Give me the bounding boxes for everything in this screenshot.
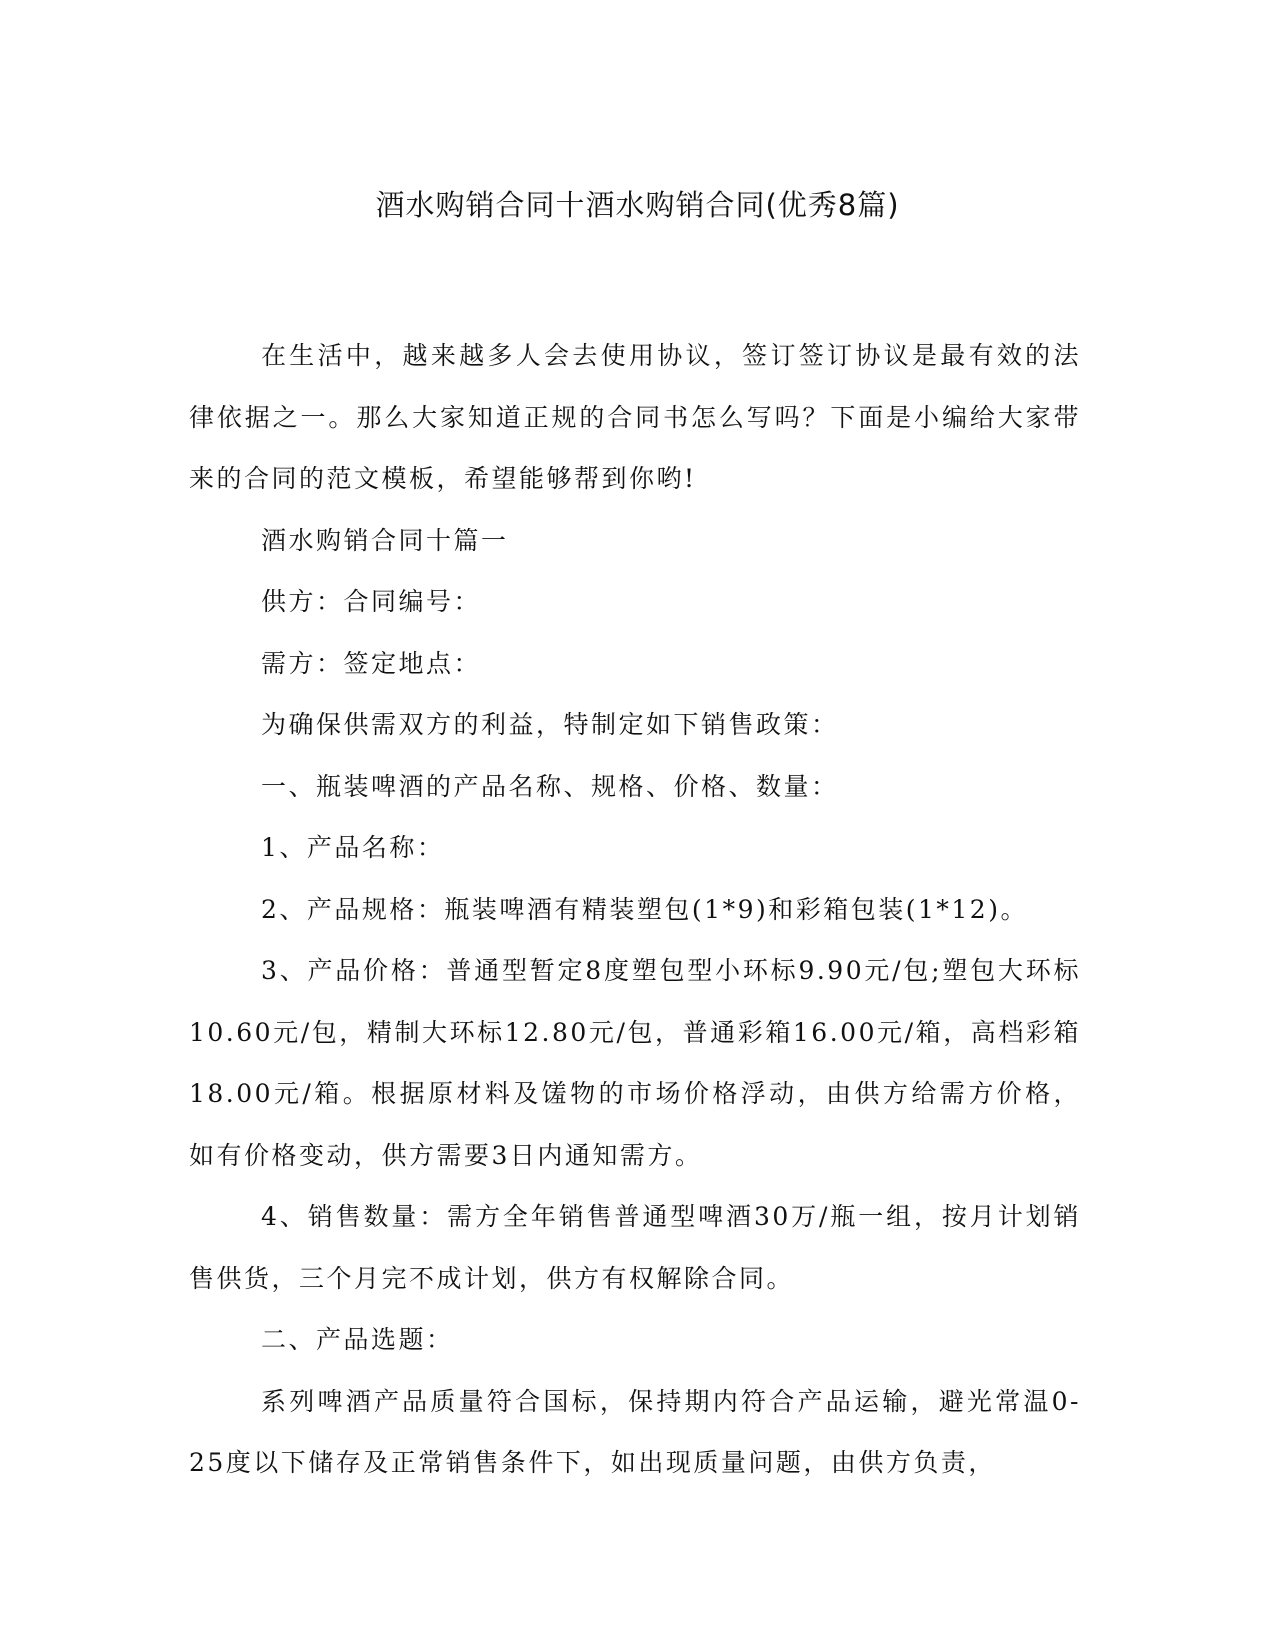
paragraph-item-4: 4、销售数量：需方全年销售普通型啤酒30万/瓶一组，按月计划销售供货，三个月完不成计划，供方有权解除合同。	[189, 1202, 1081, 1293]
paragraph-clause-2: 二、产品选题：	[261, 1325, 454, 1354]
paragraph-supplier: 供方：合同编号：	[261, 587, 482, 616]
paragraph-policy-intro: 为确保供需双方的利益，特制定如下销售政策：	[261, 710, 839, 739]
paragraph-item-1: 1、产品名称：	[261, 833, 445, 862]
paragraph-quality: 系列啤酒产品质量符合国标，保持期内符合产品运输，避光常温0-25度以下储存及正常销售条件下，如出现质量问题，由供方负责，	[189, 1386, 1081, 1477]
paragraph-clause-1: 一、瓶装啤酒的产品名称、规格、价格、数量：	[261, 771, 839, 801]
paragraph-item-3: 3、产品价格：普通型暂定8度塑包型小环标9.90元/包;塑包大环标10.60元/包，精制大环标12.80元/包，普通彩箱16.00元/箱，高档彩箱18.00元/箱。根据原材料及馐物的市场价格浮动，由供方给需方价格，如有价格变动，供方需要3日内通知需方。	[189, 956, 1081, 1170]
paragraph-section-heading: 酒水购销合同十篇一	[261, 525, 509, 555]
paragraph-item-2: 2、产品规格：瓶装啤酒有精装塑包(1*9)和彩箱包装(1*12)。	[261, 894, 1028, 924]
paragraph-buyer: 需方：签定地点：	[261, 648, 482, 678]
paragraph-intro: 在生活中，越来越多人会去使用协议，签订签订协议是最有效的法律依据之一。那么大家知道正规的合同书怎么写吗？下面是小编给大家带来的合同的范文模板，希望能够帮到你哟!	[189, 341, 1081, 493]
document-body	[189, 325, 1081, 1494]
document-title: 酒水购销合同十酒水购销合同(优秀8篇)	[375, 188, 900, 222]
